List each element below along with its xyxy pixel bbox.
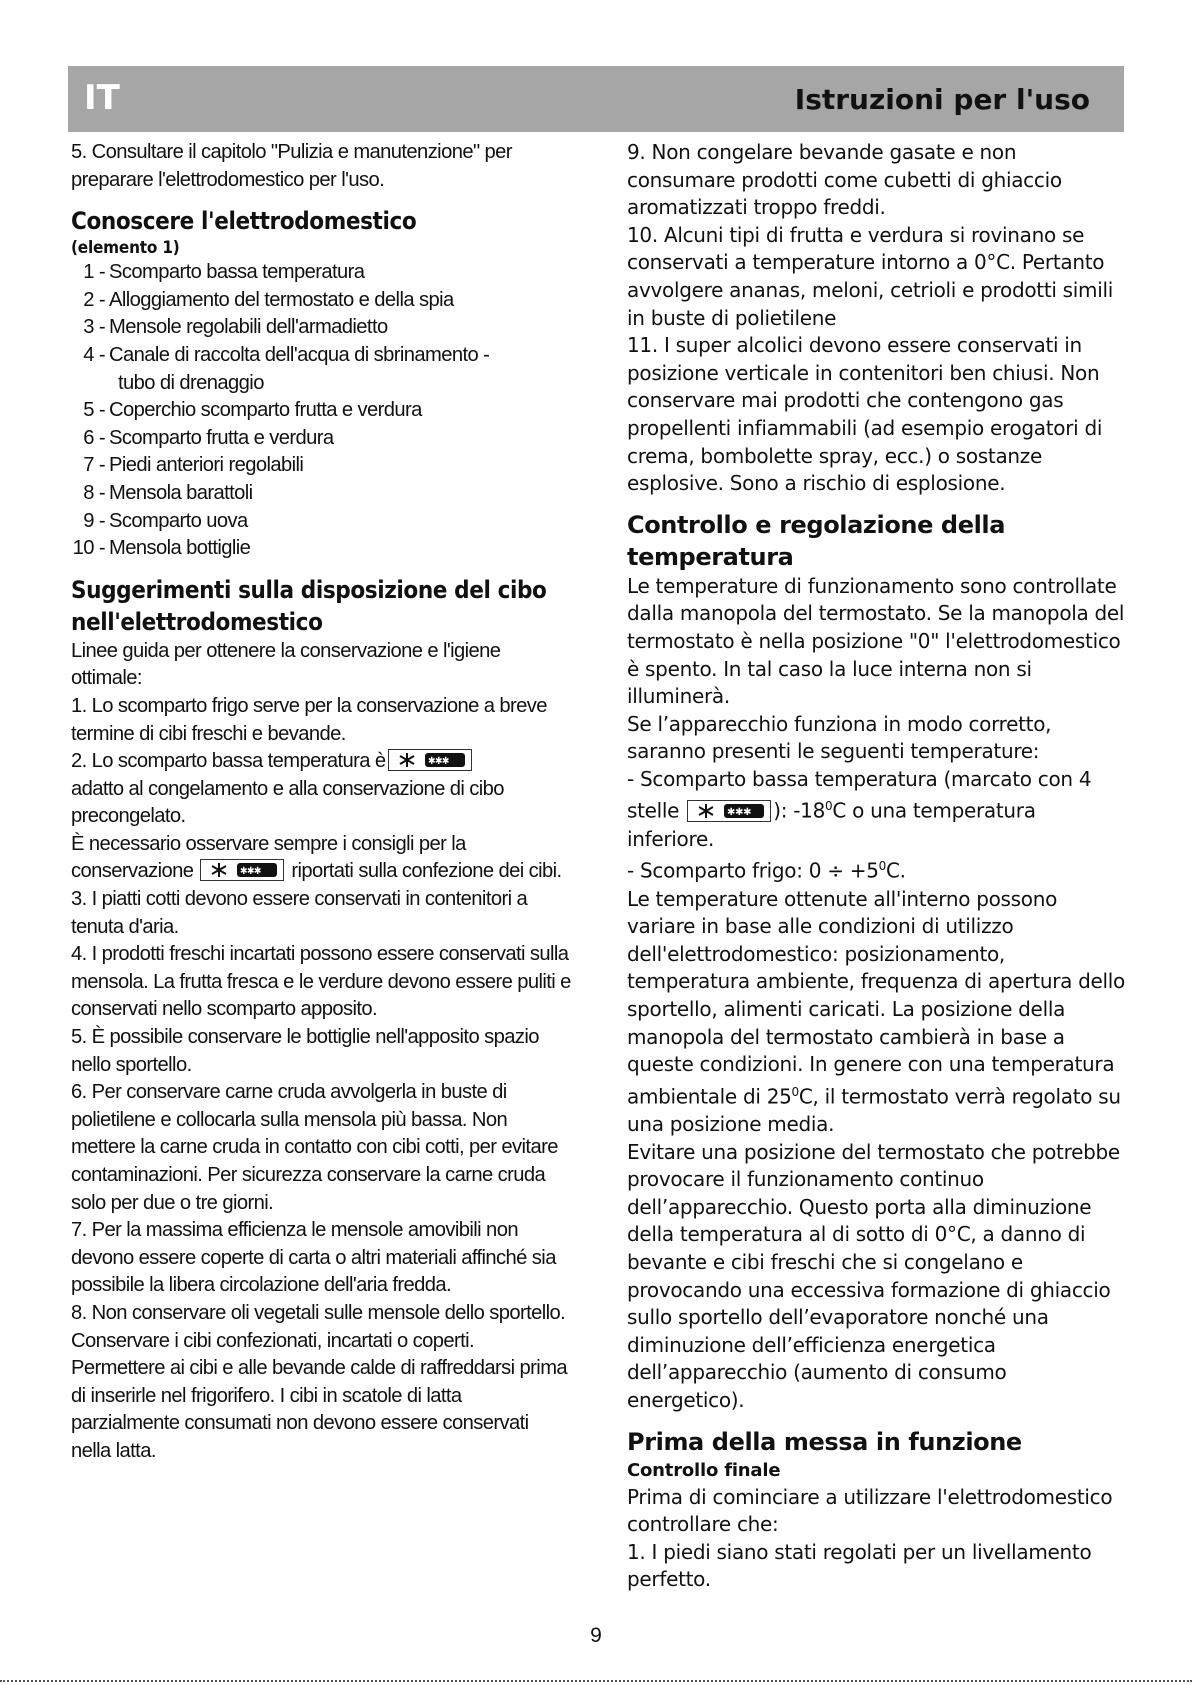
bottom-divider — [0, 1680, 1192, 1683]
list-item: 9 - Scomparto uova — [83, 509, 248, 532]
list-item: 5 - Coperchio scomparto frutta e verdura — [83, 399, 422, 422]
suggestion-9: 9. Non congelare bevande gasate e non consumare prodotti come cubetti di ghiaccio aromatizzati troppo freddi. — [627, 140, 1062, 220]
four-star-freezer-icon — [388, 749, 472, 771]
suggestion-3: 3. I piatti cotti devono essere conservati in contenitori a tenuta d'aria. — [71, 888, 528, 938]
language-code: IT — [84, 78, 120, 118]
list-item: 4 - Canale di raccolta dell'acqua di sbrinamento - — [83, 343, 490, 366]
section-subtitle-element: (elemento 1) — [71, 238, 180, 259]
header-title: Istruzioni per l'uso — [794, 83, 1090, 116]
list-item: 3 - Mensole regolabili dell'armadietto — [83, 316, 388, 339]
temperature-paragraph-2: Se l’apparecchio funziona in modo corretto, saranno presenti le seguenti temperature: — [627, 711, 1052, 764]
list-item: 8 - Mensola barattoli — [83, 481, 253, 504]
section-title-suggestions: Suggerimenti sulla disposizione del cibo nell'elettrodomestico — [71, 575, 547, 636]
page-number: 9 — [590, 1624, 602, 1647]
list-item: 2 - Alloggiamento del termostato e della spia — [83, 288, 454, 311]
list-item: 6 - Scomparto frutta e verdura — [83, 426, 334, 449]
svg-text:✱✱✱: ✱✱✱ — [727, 806, 752, 818]
suggestion-7: 7. Per la massima efficienza le mensole amovibili non devono essere coperte di carta o altri materiali affinché sia possibile la libera circolazione dell'aria fredda. — [71, 1219, 556, 1297]
four-star-freezer-icon — [200, 859, 284, 881]
suggestion-10: 10. Alcuni tipi di frutta e verdura si rovinano se conservati a temperature intorno a 0°C. Pertanto avvolgere ananas, meloni, cetrioli e prodotti simili in buste di polietilene — [627, 222, 1114, 330]
suggestion-6: 6. Per conservare carne cruda avvolgerla in buste di polietilene e collocarla sulla mensola più bassa. Non mettere la carne cruda in contatto con cibi cotti, per evitare contaminazioni. Per sicurezza conservare la carne cruda solo per due o tre giorni. — [71, 1081, 558, 1214]
suggestions-intro: Linee guida per ottenere la conservazione e l'igiene ottimale: — [71, 639, 501, 690]
intro-paragraph: 5. Consultare il capitolo "Pulizia e manutenzione" per preparare l'elettrodomestico per l'uso. — [71, 141, 512, 191]
right-column — [627, 139, 1127, 1594]
list-item: 10 - Mensola bottiglie — [72, 537, 251, 560]
section-subtitle-final-check: Controllo finale — [627, 1459, 781, 1481]
list-item: 1 - Scomparto bassa temperatura — [83, 261, 365, 284]
list-item-continued: tubo di drenaggio — [118, 371, 264, 394]
left-column — [71, 139, 571, 1466]
svg-text:✱✱✱: ✱✱✱ — [427, 755, 449, 767]
temperature-paragraph-3: Le temperature ottenute all'interno possono variare in base alle condizioni di utilizzo dell'elettrodomestico: posizionamento, temperatura ambiente, frequenza di apertura dello sportello, alimenti caricati. La posizione della manopola del termostato cambierà in base a queste condizioni. In genere con una temperatura ambientale di $25^0C$, il termostato verrà regolato su una posizione media. — [627, 886, 1125, 1136]
section-title-before-use: Prima della messa in funzione — [627, 1427, 1022, 1456]
section-title-temperature: Controllo e regolazione della temperatura — [627, 510, 1006, 571]
page-header — [68, 66, 1124, 132]
suggestion-1: 1. Lo scomparto frigo serve per la conservazione a breve termine di cibi freschi e bevande. — [71, 694, 547, 745]
suggestion-8: 8. Non conservare oli vegetali sulle mensole dello sportello. Conservare i cibi confezionati, incartati o coperti. Permettere ai cibi e alle bevande calde di raffreddarsi prima di inserirle nel frigorifero. I cibi in scatole di latta parzialmente consumati non devono essere conservati nella latta. — [71, 1301, 568, 1462]
suggestion-2: 2. Lo scomparto bassa temperatura è ✱✱✱ adatto al congelamento e alla conservazione di cibo precongelato. È necessario osservare sempre i consigli per la conservazione ✱✱✱ riportati sulla confezione dei cibi. — [71, 750, 562, 883]
list-item: 7 - Piedi anteriori regolabili — [83, 454, 304, 477]
temperature-paragraph-4: Evitare una posizione del termostato che potrebbe provocare il funzionamento continuo dell’apparecchio. Questo porta alla diminuzione della temperatura al di sotto di 0°C, a danno di bevante e cibi freschi che si congelano e provocando una eccessiva formazione di ghiaccio sullo sportello dell’evaporatore nonché una diminuzione dell’efficienza energetica dell’apparecchio (aumento di consumo energetico). — [627, 1139, 1120, 1412]
suggestion-5: 5. È possibile conservare le bottiglie nell'apposito spazio nello sportello. — [71, 1026, 539, 1076]
suggestion-11: 11. I super alcolici devono essere conservati in posizione verticale in contenitori ben chiusi. Non conservare mai prodotti che contengono gas propellenti infiammabili (ad esempio erogatori di crema, bombolette spray, ecc.) o sostanze esplosive. Sono a rischio di esplosione. — [627, 333, 1103, 496]
temperature-freezer-line: - Scomparto bassa temperatura (marcato con 4 stelle ✱✱✱ ): $-18^0C$ o una temperatura inferiore. — [627, 766, 1092, 851]
svg-text:✱✱✱: ✱✱✱ — [240, 866, 262, 878]
suggestion-4: 4. I prodotti freschi incartati possono essere conservati sulla mensola. La frutta fresca e le verdure devono essere puliti e conservati nello scomparto apposito. — [71, 943, 571, 1021]
temperature-paragraph-1: Le temperature di funzionamento sono controllate dalla manopola del termostato. Se la manopola del termostato è nella posizione "0" l'elettrodomestico è spento. In tal caso la luce interna non si illuminerà. — [627, 573, 1125, 709]
four-star-freezer-icon — [687, 800, 771, 822]
final-check-1: 1. I piedi siano stati regolati per un livellamento perfetto. — [627, 1539, 1092, 1592]
section-title-know: Conoscere l'elettrodomestico — [71, 207, 417, 236]
final-check-intro: Prima di cominciare a utilizzare l'elettrodomestico controllare che: — [627, 1484, 1113, 1537]
temperature-fridge-line: - Scomparto frigo: $0 \div +5^0C$. — [627, 858, 906, 883]
parts-list — [71, 259, 571, 563]
